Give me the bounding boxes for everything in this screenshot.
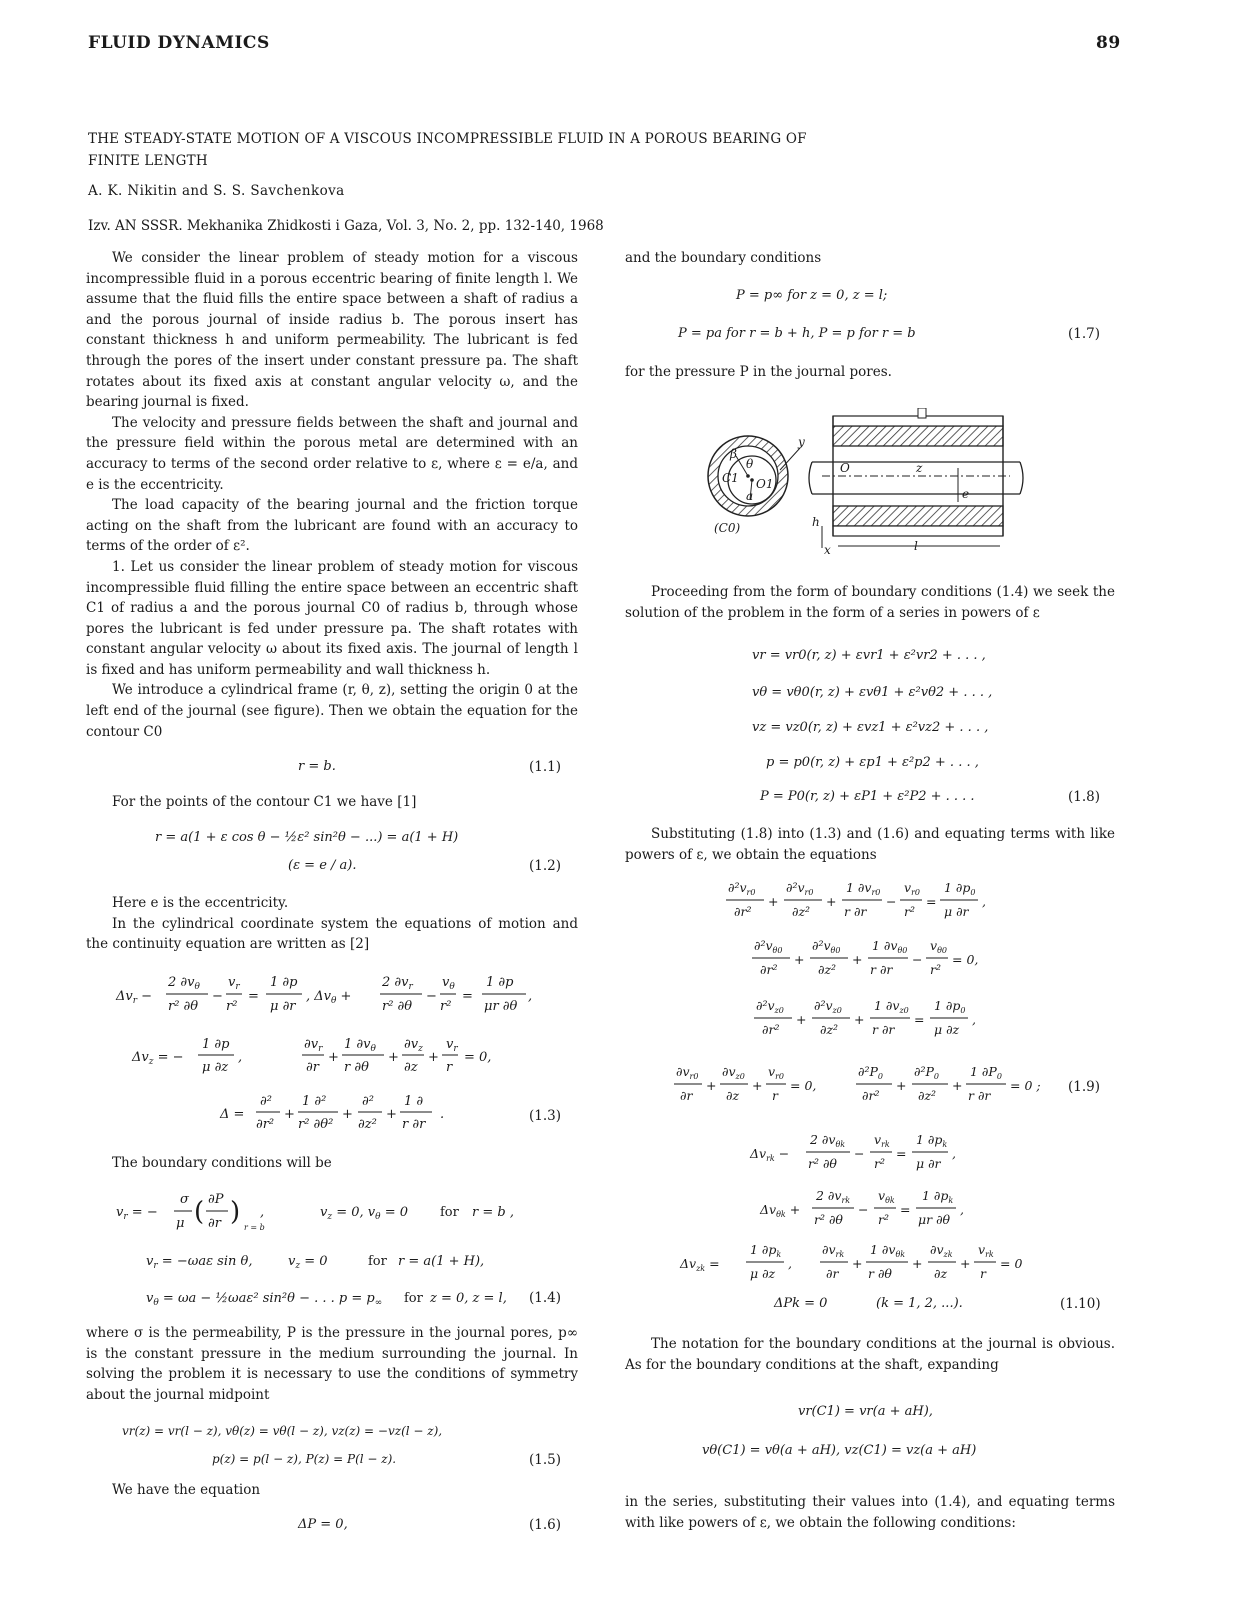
svg-text:∂z²: ∂z² (818, 962, 837, 977)
svg-text:σ: σ (180, 1192, 189, 1207)
paragraph: We consider the linear problem of steady motion for a viscous incompressible fluid in a porous eccentric bearing of finite length l. We assume that the fluid fills the entire space between a shaft of radius a and the porous journal of inside radius b. The porous insert has constant thickness h and uniform permeability. The lubricant is fed through the pores of the insert under constant pressure pa. The shaft rotates about its fixed axis at constant angular velocity ω, and the bearing journal is fixed. (86, 250, 578, 411)
svg-text:(: ( (194, 1197, 205, 1227)
svg-text:+: + (826, 894, 837, 909)
svg-text:,: , (260, 1205, 265, 1220)
svg-text:=: = (462, 989, 473, 1004)
svg-text:−: − (212, 989, 223, 1004)
svg-text:r²: r² (930, 962, 941, 977)
svg-text:z = 0, z = l,: z = 0, z = l, (430, 1291, 507, 1306)
svg-text:r: r (772, 1088, 778, 1103)
svg-text:1 ∂vz0: 1 $\partial v_{z0}$ (874, 998, 909, 1015)
left-column-mid (86, 893, 578, 955)
figure-label: a (746, 489, 754, 503)
svg-text:∂r²: ∂r² (256, 1117, 275, 1132)
svg-text:Δvz = −: $\Delta v_z$ = − (132, 1050, 184, 1067)
svg-text:1 ∂vθ: 1 $\partial v_\theta$ (344, 1037, 376, 1054)
svg-text:−: − (426, 989, 437, 1004)
svg-text:vθ: $v_\theta$ (442, 975, 455, 992)
svg-text:r² ∂θ: r² ∂θ (814, 1212, 843, 1227)
equation-number: (1.4) (529, 1290, 562, 1306)
svg-text:,: , (528, 989, 533, 1004)
svg-text:2 ∂vθk: 2 $\partial v_{\theta k}$ (810, 1132, 846, 1149)
svg-text:r² ∂θ: r² ∂θ (382, 999, 413, 1014)
svg-text:Δvrk −: $\Delta v_{rk}$ − (750, 1146, 790, 1163)
running-head: FLUID DYNAMICS (88, 33, 270, 53)
svg-text:∂²vz0: $\partial^2v_{z0}$ (756, 998, 784, 1015)
svg-text:∂²vz0: $\partial^2v_{z0}$ (814, 998, 842, 1015)
series-line: vr = vr0(r, z) + εvr1 + ε²vr2 + . . . , (752, 648, 986, 663)
svg-text:Δ =: Δ = (220, 1107, 245, 1122)
svg-text:r²: r² (226, 999, 238, 1014)
svg-text:,: , (982, 894, 986, 909)
paragraph: Here e is the eccentricity. (112, 895, 289, 911)
svg-text:μ ∂z: μ ∂z (750, 1266, 776, 1281)
figure-label: y (798, 435, 805, 449)
svg-text:=: = (248, 989, 259, 1004)
svg-text:μr ∂θ: μr ∂θ (918, 1212, 951, 1227)
equation-1-2a: r = a(1 + ε cos θ − ½ε² sin²θ − ...) = a(1 + H) (155, 830, 459, 845)
equation-number: (1.8) (1068, 789, 1101, 805)
svg-text:1 ∂vθ0: 1 $\partial v_{\theta 0}$ (872, 938, 908, 955)
svg-text:1 ∂P0: 1 $\partial P_0$ (970, 1064, 1002, 1081)
equation-1-2b: (ε = e / a). (288, 858, 357, 873)
svg-text:vrk: $v_{rk}$ (978, 1242, 994, 1259)
svg-text:∂z²: ∂z² (820, 1022, 839, 1037)
svg-text:∂r²: ∂r² (762, 1022, 780, 1037)
equation-1-5b: p(z) = p(l − z), P(z) = P(l − z). (212, 1452, 397, 1466)
equation-number: (1.7) (1068, 326, 1101, 342)
svg-text:μ: μ (176, 1216, 185, 1231)
svg-text:∂r: ∂r (680, 1088, 693, 1103)
zero-order-equations-1-9 (672, 876, 1112, 1116)
svg-text:−: − (912, 952, 923, 967)
equations-of-motion-1-3 (110, 968, 580, 1138)
svg-text:=: = (926, 894, 937, 909)
svg-text:∂²vθ0: $\partial^2v_{\theta 0}$ (812, 938, 841, 955)
paragraph: We introduce a cylindrical frame (r, θ, z), setting the origin 0 at the left end of the journal (see figure). Then we obtain the equation for the contour C0 (86, 682, 578, 740)
svg-text:+: + (386, 1107, 397, 1122)
svg-text:+: + (952, 1078, 963, 1093)
svg-text:2 ∂vr: 2 $\partial v_r$ (382, 975, 413, 992)
svg-text:−: − (858, 1202, 869, 1217)
paragraph (625, 824, 1115, 865)
paragraph: and the boundary conditions (625, 250, 822, 266)
svg-text:2 ∂vrk: 2 $\partial v_{rk}$ (816, 1188, 851, 1205)
paragraph: for the pressure P in the journal pores. (625, 364, 892, 380)
figure-label: h (812, 515, 820, 529)
svg-text:∂vrk: $\partial v_{rk}$ (822, 1242, 845, 1259)
svg-text:∂r: ∂r (826, 1266, 839, 1281)
equation-number: (1.6) (529, 1517, 562, 1533)
svg-text:,: , (238, 1050, 243, 1065)
svg-text:for: for (440, 1205, 459, 1220)
svg-text:r ∂r: r ∂r (844, 904, 867, 919)
paragraph (625, 1334, 1115, 1375)
svg-text:+: + (768, 894, 779, 909)
svg-text:): ) (230, 1197, 241, 1227)
paragraph-text: Proceeding from the form of boundary conditions (1.4) we seek the solution of the problem in the form of a series in powers of ε (625, 584, 1115, 621)
equation-1-10-k: (k = 1, 2, ...). (876, 1296, 963, 1311)
svg-text:∂²: ∂² (362, 1094, 374, 1109)
svg-text:1 ∂p: 1 ∂p (486, 975, 514, 990)
svg-text:−: − (854, 1146, 865, 1161)
svg-text:1 ∂: 1 ∂ (404, 1094, 424, 1109)
svg-text:∂z: ∂z (726, 1088, 740, 1103)
svg-text:=: = (900, 1202, 911, 1217)
svg-text:∂r²: ∂r² (734, 904, 752, 919)
svg-text:1 ∂p: 1 ∂p (202, 1037, 230, 1052)
svg-text:∂vz: $\partial v_z$ (404, 1037, 423, 1054)
svg-text:r: r (980, 1266, 986, 1281)
svg-text:vθ = ωa − ½ωaε² sin²θ − . . .: $v_\theta = \omega a$ − ½ωaε² sin²θ − . . . $p = p_\infty$ (146, 1291, 383, 1308)
svg-text:2 ∂vθ: 2 $\partial v_\theta$ (168, 975, 200, 992)
svg-text:for: for (404, 1291, 423, 1306)
svg-text:Δvr −: $\Delta v_r$ − (116, 989, 153, 1006)
svg-text:= 0,: = 0, (464, 1050, 492, 1065)
svg-text:+: + (428, 1050, 439, 1065)
svg-text:+: + (284, 1107, 295, 1122)
paragraph (625, 582, 1115, 623)
svg-text:,: , (788, 1256, 792, 1271)
svg-text:r²: r² (878, 1212, 889, 1227)
svg-text:vr: $v_r$ (446, 1037, 458, 1054)
svg-text:vz = 0, vθ = 0: $v_z = 0$, $v_\theta = 0$ (320, 1205, 409, 1222)
svg-text:∂vzk: $\partial v_{zk}$ (930, 1242, 953, 1259)
svg-text:−: − (886, 894, 897, 909)
svg-text:1 ∂²: 1 ∂² (302, 1094, 327, 1109)
svg-text:vθk: $v_{\theta k}$ (878, 1188, 895, 1205)
svg-text:r²: r² (874, 1156, 885, 1171)
paragraph: We have the equation (112, 1482, 261, 1498)
svg-text:,: , (952, 1146, 956, 1161)
svg-text:vr: $v_r$ (228, 975, 240, 992)
paragraph-text: where σ is the permeability, P is the pressure in the journal pores, p∞ is the constant pressure in the medium surrounding the journal. In solving the problem it is necessary to use the conditions of symmetry about the journal midpoint (86, 1325, 578, 1403)
higher-order-equations-1-10 (676, 1128, 1116, 1298)
svg-text:,: , (960, 1202, 964, 1217)
svg-text:vz = 0: $v_z = 0$ (288, 1254, 328, 1271)
equation-1-7b: P = pa for r = b + h, P = p for r = b (678, 326, 916, 341)
svg-text:= 0,: = 0, (790, 1078, 817, 1093)
svg-text:∂²vθ0: $\partial^2v_{\theta 0}$ (754, 938, 783, 955)
svg-text:μ ∂r: μ ∂r (944, 904, 969, 919)
figure-label: (C0) (714, 521, 741, 535)
paragraph: The velocity and pressure fields between the shaft and journal and the pressure field within the porous metal are determined with an accuracy to terms of the second order relative to ε, where ε = e/a, and e is the eccentricity. (86, 414, 578, 493)
paragraph: 1. Let us consider the linear problem of steady motion for viscous incompressible fluid filling the entire space between an eccentric shaft C1 of radius a and the porous journal C0 of radius b, through whose pores the lubricant is fed under pressure pa. The shaft rotates with constant angular velocity ω about its fixed axis. The journal of length l is fixed and has uniform permeability and wall thickness h. (86, 558, 578, 678)
article-authors: A. K. Nikitin and S. S. Savchenkova (88, 183, 345, 199)
page-number: 89 (1096, 33, 1121, 53)
figure-label: O (840, 461, 850, 475)
paragraph: For the points of the contour C1 we have [1] (112, 794, 417, 810)
svg-text:r² ∂θ: r² ∂θ (808, 1156, 837, 1171)
svg-text:r ∂r: r ∂r (870, 962, 893, 977)
figure-label: e (962, 487, 970, 501)
svg-text:∂r: ∂r (208, 1216, 221, 1231)
svg-text:r = b ,: r = b , (472, 1205, 514, 1220)
expansion-line: vr(C1) = vr(a + aH), (798, 1404, 933, 1419)
figure-label: O1 (756, 477, 774, 491)
article-source: Izv. AN SSSR. Mekhanika Zhidkosti i Gaza, Vol. 3, No. 2, pp. 132-140, 1968 (88, 218, 604, 234)
equation-number: (1.1) (529, 759, 562, 775)
svg-text:∂vr0: $\partial v_{r0}$ (676, 1064, 699, 1081)
svg-text:μ ∂r: μ ∂r (270, 999, 296, 1014)
svg-text:vrk: $v_{rk}$ (874, 1132, 890, 1149)
svg-text:1 ∂vθk: 1 $\partial v_{\theta k}$ (870, 1242, 906, 1259)
svg-text:∂z: ∂z (934, 1266, 948, 1281)
equation-number: (1.10) (1060, 1296, 1101, 1312)
svg-text:∂z²: ∂z² (918, 1088, 937, 1103)
figure-label: z (916, 461, 923, 475)
boundary-conditions-1-4 (110, 1188, 580, 1313)
svg-text:vr0: $v_{r0}$ (768, 1064, 784, 1081)
svg-text:+: + (852, 1256, 863, 1271)
left-column-intro (86, 248, 578, 742)
svg-text:=: = (896, 1146, 907, 1161)
svg-text:r ∂r: r ∂r (402, 1117, 426, 1132)
figure-label: l (914, 539, 918, 553)
svg-text:+: + (896, 1078, 907, 1093)
svg-text:1 ∂p0: 1 $\partial p_0$ (944, 880, 976, 897)
svg-text:μ ∂z: μ ∂z (202, 1060, 229, 1075)
svg-text:+: + (796, 1012, 807, 1027)
svg-text:∂²vr0: $\partial^2v_{r0}$ (728, 880, 756, 897)
paragraph (625, 1492, 1115, 1533)
equation-1-10-laplace: ΔPk = 0 (774, 1296, 828, 1311)
svg-text:for: for (368, 1254, 387, 1269)
svg-text:r: r (446, 1060, 453, 1075)
equation-1-5a: vr(z) = vr(l − z), vθ(z) = vθ(l − z), vz(z) = −vz(l − z), (122, 1424, 443, 1438)
svg-text:∂²P0: $\partial^2P_0$ (858, 1064, 883, 1081)
equation-1-7a: P = p∞ for z = 0, z = l; (736, 288, 888, 303)
svg-text:∂P: ∂P (208, 1192, 224, 1207)
svg-text:= 0,: = 0, (952, 952, 979, 967)
svg-text:+: + (328, 1050, 339, 1065)
figure-label: C1 (722, 471, 739, 485)
svg-text:∂z²: ∂z² (358, 1117, 377, 1132)
svg-text:+: + (752, 1078, 763, 1093)
series-line: p = p0(r, z) + εp1 + ε²p2 + . . . , (766, 755, 979, 770)
svg-text:r ∂θ: r ∂θ (344, 1060, 369, 1075)
svg-text:∂r²: ∂r² (760, 962, 778, 977)
svg-text:∂²: ∂² (260, 1094, 272, 1109)
svg-text:vr = −ωaε sin θ,: $v_r = -\omega a\varepsilon$ sin θ, (146, 1254, 253, 1271)
svg-text:, Δvθ +: , $\Delta v_\theta$ + (306, 989, 352, 1006)
svg-text:r ∂r: r ∂r (872, 1022, 895, 1037)
svg-text:∂z²: ∂z² (792, 904, 811, 919)
svg-text:+: + (706, 1078, 717, 1093)
equation-1-6: ΔP = 0, (298, 1517, 348, 1532)
svg-text:∂r²: ∂r² (862, 1088, 880, 1103)
svg-text:,: , (972, 1012, 976, 1027)
svg-text:∂²P0: $\partial^2P_0$ (914, 1064, 939, 1081)
svg-text:+: + (388, 1050, 399, 1065)
series-line: P = P0(r, z) + εP1 + ε²P2 + . . . . (760, 789, 975, 804)
bearing-figure (700, 408, 1040, 558)
svg-text:vθ0: $v_{\theta 0}$ (930, 938, 947, 955)
svg-text:r ∂θ: r ∂θ (868, 1266, 892, 1281)
svg-text:r²: r² (904, 904, 915, 919)
equation-number: (1.9) (1068, 1079, 1101, 1095)
svg-text:+: + (342, 1107, 353, 1122)
equation-number: (1.5) (529, 1452, 562, 1468)
equation-1-1: r = b. (298, 759, 336, 774)
paragraph (86, 1323, 578, 1405)
svg-text:r²: r² (440, 999, 452, 1014)
equation-number: (1.2) (529, 858, 562, 874)
svg-text:vr0: $v_{r0}$ (904, 880, 920, 897)
svg-text:+: + (852, 952, 863, 967)
svg-text:Δvzk =: $\Delta v_{zk}$ = (680, 1256, 720, 1273)
svg-text:r² ∂θ: r² ∂θ (168, 999, 199, 1014)
svg-text:∂vr: $\partial v_r$ (304, 1037, 323, 1054)
svg-text:= 0 ;: = 0 ; (1010, 1078, 1041, 1093)
expansion-line: vθ(C1) = vθ(a + aH), vz(C1) = vz(a + aH) (702, 1443, 977, 1458)
svg-text:1 ∂vr0: 1 $\partial v_{r0}$ (846, 880, 881, 897)
svg-text:∂vz0: $\partial v_{z0}$ (722, 1064, 745, 1081)
svg-text:1 ∂p: 1 ∂p (270, 975, 298, 990)
figure-label: θ (746, 457, 754, 471)
svg-text:= 0: = 0 (1000, 1256, 1023, 1271)
svg-text:μ ∂z: μ ∂z (934, 1022, 960, 1037)
svg-text:r = a(1 + H),: r = a(1 + H), (398, 1254, 485, 1269)
svg-text:+: + (912, 1256, 923, 1271)
series-line: vz = vz0(r, z) + εvz1 + ε²vz2 + . . . , (752, 720, 989, 735)
svg-text:vr = −: $v_r$ = − (116, 1205, 158, 1222)
svg-text:+: + (854, 1012, 865, 1027)
svg-text:1 ∂pk: 1 $\partial p_k$ (916, 1132, 948, 1149)
paragraph-text: in the series, substituting their values into (1.4), and equating terms with like powers of ε, we obtain the following conditions: (625, 1494, 1115, 1531)
paragraph: In the cylindrical coordinate system the equations of motion and the continuity equation are written as [2] (86, 915, 578, 953)
paragraph-text: Substituting (1.8) into (1.3) and (1.6) and equating terms with like powers of ε, we obtain the equations (625, 826, 1115, 863)
svg-text:+: + (960, 1256, 971, 1271)
svg-text:=: = (914, 1012, 925, 1027)
svg-text:r ∂r: r ∂r (968, 1088, 991, 1103)
figure-label: β (730, 447, 737, 461)
svg-text:.: . (440, 1107, 445, 1122)
svg-text:r = b: r = b (244, 1223, 265, 1232)
svg-text:+: + (794, 952, 805, 967)
svg-text:μr ∂θ: μr ∂θ (484, 999, 518, 1014)
svg-text:1 ∂pk: 1 $\partial p_k$ (750, 1242, 782, 1259)
svg-text:∂²vr0: $\partial^2v_{r0}$ (786, 880, 814, 897)
cross-section-view (708, 436, 788, 516)
equation-number: (1.3) (529, 1108, 562, 1124)
svg-text:∂z: ∂z (404, 1060, 418, 1075)
article-title: THE STEADY-STATE MOTION OF A VISCOUS INCOMPRESSIBLE FLUID IN A POROUS BEARING OF FINITE LENGTH (88, 131, 807, 169)
svg-text:r² ∂θ²: r² ∂θ² (298, 1117, 334, 1132)
paragraph: The boundary conditions will be (112, 1155, 332, 1171)
paragraph: The load capacity of the bearing journal and the friction torque acting on the shaft from the lubricant are found with an accuracy to terms of the order of ε². (86, 497, 578, 555)
svg-text:Δvθk +: $\Delta v_{\theta k}$ + (760, 1202, 801, 1219)
figure-label: x (824, 543, 831, 557)
paragraph-text: The notation for the boundary conditions at the journal is obvious. As for the boundary conditions at the shaft, expanding (625, 1336, 1115, 1373)
series-line: vθ = vθ0(r, z) + εvθ1 + ε²vθ2 + . . . , (752, 685, 993, 700)
svg-text:1 ∂pk: 1 $\partial p_k$ (922, 1188, 954, 1205)
svg-text:∂r: ∂r (306, 1060, 319, 1075)
svg-text:μ ∂r: μ ∂r (916, 1156, 941, 1171)
svg-text:1 ∂p0: 1 $\partial p_0$ (934, 998, 966, 1015)
